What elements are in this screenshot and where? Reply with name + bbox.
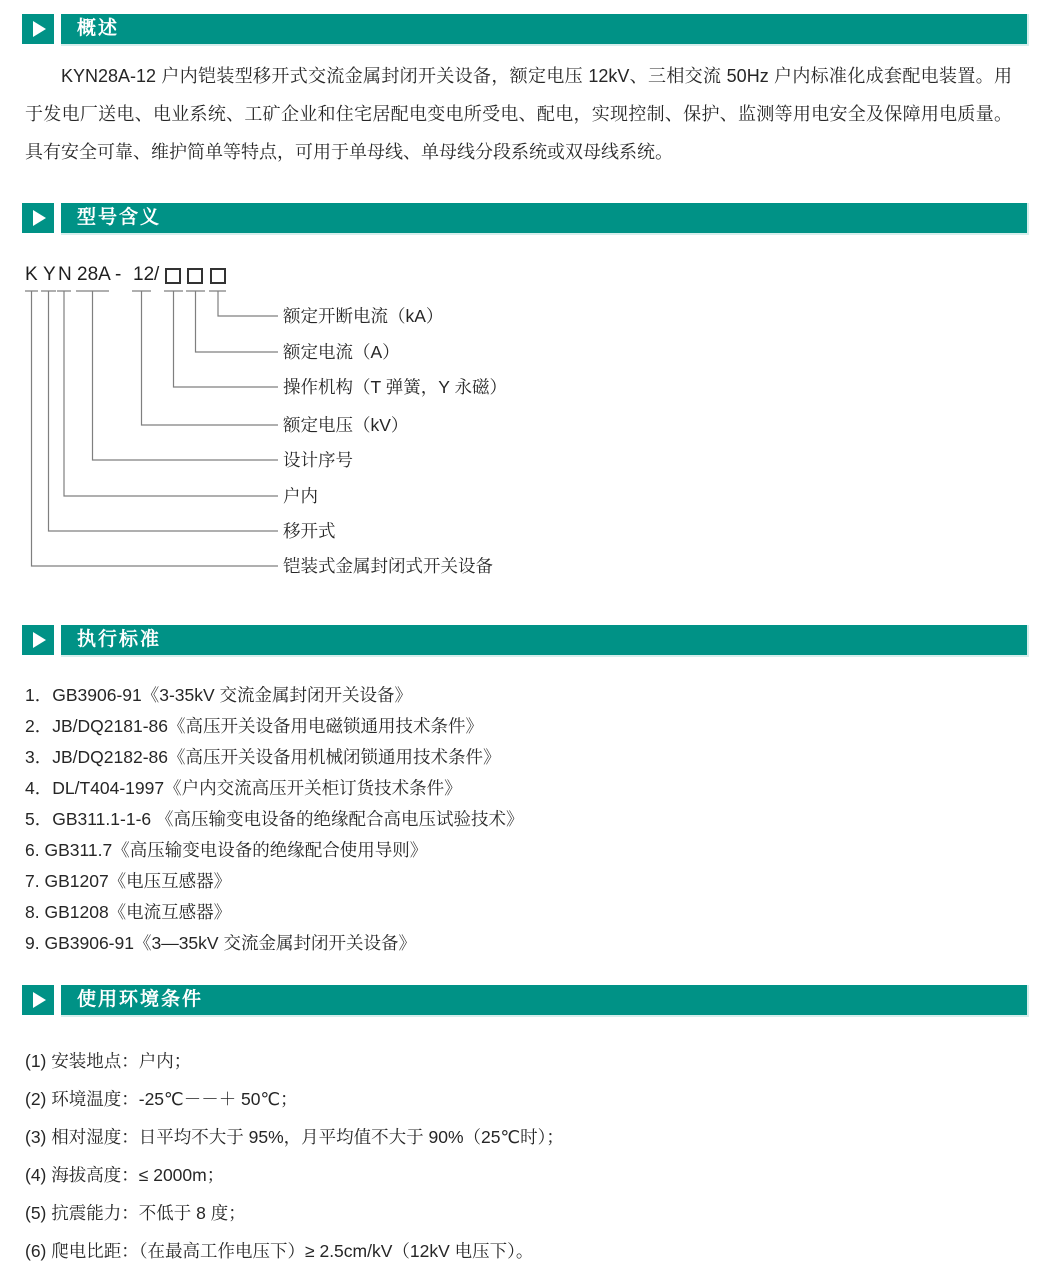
label-rated-breaking-current: 额定开断电流（kA） (283, 306, 444, 326)
environment-item: (2) 环境温度：-25℃－－＋ 50℃； (25, 1088, 298, 1109)
model-code-part-k: K (25, 264, 38, 285)
standard-item: 5．GB311.1-1-6 《高压输变电设备的绝缘配合高电压试验技术》 (25, 809, 524, 829)
model-code-part-serial: 28A (77, 264, 111, 285)
section-title-overview: 概述 (61, 14, 1027, 44)
environment-item: (5) 抗震能力：不低于 8 度； (25, 1202, 246, 1223)
standard-item: 2．JB/DQ2181-86《高压开关设备用电磁锁通用技术条件》 (25, 716, 483, 736)
standard-item: 1．GB3906-91《3-35kV 交流金属封闭开关设备》 (25, 685, 413, 705)
model-code-part-y: Y (43, 264, 56, 285)
connector-y (41, 291, 278, 531)
play-arrow-triangle (33, 992, 46, 1008)
standards-list (25, 679, 524, 958)
overview-paragraph: KYN28A-12 户内铠装型移开式交流金属封闭开关设备，额定电压 12kV、三相交流 50Hz 户内标准化成套配电装置。用于发电厂送电、电业系统、工矿企业和住宅居配电变电所受电、配电，实现控制、保护、监测等用电安全及保障用电质量。具有安全可靠、维护简单等特点，可用于单母线、单母线分段系统或双母线系统。 (25, 66, 1012, 162)
environment-list (25, 1041, 564, 1263)
label-rated-current: 额定电流（A） (283, 342, 400, 362)
section-title-standards: 执行标准 (61, 625, 1027, 655)
label-design-serial: 设计序号 (283, 450, 353, 470)
model-code-part-dash: - (115, 264, 122, 285)
label-rated-voltage: 额定电压（kV） (283, 415, 409, 435)
model-code-part-voltage: 12 (133, 264, 155, 285)
play-arrow-triangle (33, 632, 46, 648)
connector-box3 (209, 291, 278, 316)
model-code-part-slash: / (154, 264, 160, 285)
connector-box1 (164, 291, 278, 387)
standard-item: 9. GB3906-91《3—35kV 交流金属封闭开关设备》 (25, 933, 416, 953)
label-operating-mechanism: 操作机构（T 弹簧，Y 永磁） (283, 377, 507, 397)
connector-voltage (132, 291, 278, 425)
standard-item: 7. GB1207《电压互感器》 (25, 871, 232, 891)
section-title-model-meaning: 型号含义 (61, 203, 1027, 233)
standard-item: 4．DL/T404-1997《户内交流高压开关柜订货技术条件》 (25, 778, 462, 798)
model-code-part-n: N (58, 264, 72, 285)
label-withdrawable: 移开式 (283, 521, 336, 541)
label-armored-switchgear: 铠装式金属封闭式开关设备 (283, 556, 493, 576)
section-header-environment (22, 985, 1027, 1015)
model-code-diagram (25, 264, 665, 594)
environment-item: (6) 爬电比距：（在最高工作电压下）≥ 2.5cm/kV（12kV 电压下）。 (25, 1240, 534, 1261)
standard-item: 8. GB1208《电流互感器》 (25, 902, 232, 922)
connector-n (57, 291, 278, 496)
environment-item: (4) 海拔高度：≤ 2000m； (25, 1164, 225, 1185)
section-header-standards (22, 625, 1027, 655)
play-arrow-triangle (33, 21, 46, 37)
play-arrow-icon (22, 203, 54, 233)
section-header-overview (22, 14, 1027, 44)
section-title-environment: 使用环境条件 (61, 985, 1027, 1015)
play-arrow-triangle (33, 210, 46, 226)
standard-item: 3．JB/DQ2182-86《高压开关设备用机械闭锁通用技术条件》 (25, 747, 501, 767)
connector-box2 (186, 291, 278, 352)
play-arrow-icon (22, 985, 54, 1015)
section-header-model-meaning (22, 203, 1027, 233)
environment-item: (1) 安装地点：户内； (25, 1050, 192, 1071)
environment-item: (3) 相对湿度：日平均不大于 95%，月平均值不大于 90%（25℃时）； (25, 1126, 564, 1147)
connector-k (25, 291, 278, 566)
play-arrow-icon (22, 14, 54, 44)
play-arrow-icon (22, 625, 54, 655)
standard-item: 6. GB311.7《高压输变电设备的绝缘配合使用导则》 (25, 840, 428, 860)
label-indoor: 户内 (283, 486, 318, 506)
